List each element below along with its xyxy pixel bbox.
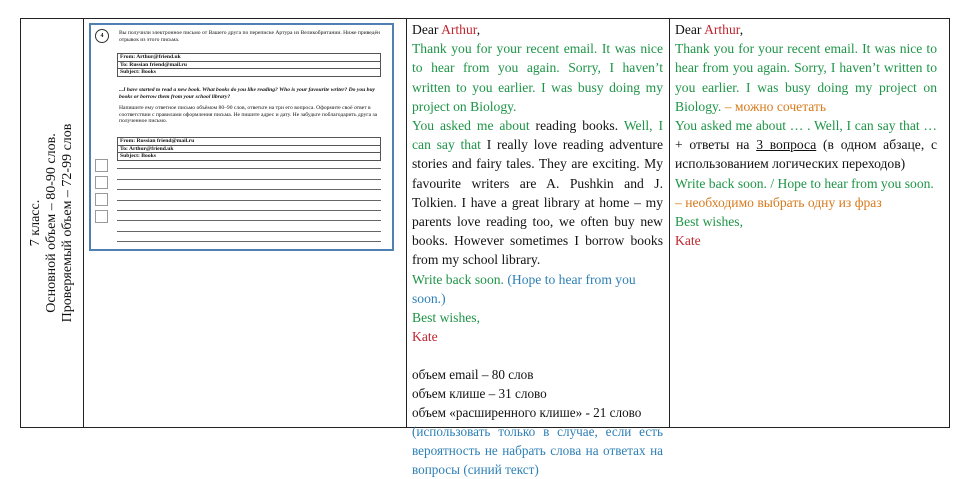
grade-cell [21,19,83,427]
checkbox [95,159,108,172]
opening-cliche: Thank you for your recent email. It was nice to hear from you again. Sorry, I haven’t written to you earlier. I was busy doing my project on Biology. [412,41,663,114]
reply-subject: Subject: Books [120,153,156,160]
column-divider [406,19,407,427]
answer-lines [117,159,381,251]
template-sign-off: Best wishes, [675,214,743,230]
three-questions: 3 вопроса [756,137,817,153]
count-email: объем email – 80 слов [412,367,534,383]
signature: Kate [412,329,438,345]
instruction-table [20,18,950,478]
reply-from: From: Russian friend@mail.ru [118,138,380,146]
checkbox [95,193,108,206]
main-volume: Основной объем – 80-90 слов. [44,133,59,313]
email-from: From: Arthur@friend.uk [118,54,380,62]
column-divider [83,19,84,427]
grade-label: 7 класс. [28,199,43,247]
template-closing: Write back soon. / Hope to hear from you soon. – необходимо выбрать одну из фраз [675,175,934,210]
email-to: To: Russian friend@mail.ru [118,62,380,70]
template-signature: Kate [675,233,701,249]
column-divider [669,19,670,427]
sign-off: Best wishes, [412,310,480,326]
template-opening: Thank you for your recent email. It was nice to hear from you again. Sorry, I haven’t written to you earlier. I was busy doing my project on Biology. – можно сочетать [675,41,937,114]
recipient-name: Arthur [441,22,477,37]
main-paragraph: You asked me about reading books. Well, I can say that I really love reading adventure stories and fairy tales. They are exciting. My favourite writers are A. Pushkin and J. Tolkien. I have a great library at home – my parents love reading too, we often buy new books. However sometimes I borrow books from my school library. [412,118,663,268]
task-number: 4 [95,29,109,43]
task-instructions: Напишите ему ответное письмо объёмом 80–90 слов, ответьте на три его вопроса. Оформите своё ответ в соответствии с правилами оформления письма. Не пишите адрес и дату. Не забудьте поблагодарить друга за полученное письмо. [119,105,378,125]
count-extended: объем «расширенного клише» - 21 слово [412,405,642,421]
template-recipient: Arthur [704,22,740,37]
reply-to: To: Arthur@friend.uk [118,146,380,154]
count-cliche: объем клише – 31 слово [412,386,547,402]
reply-email-header [117,137,381,161]
checked-volume: Проверяемый объем – 72-99 слов [60,123,75,323]
task-intro: Вы получили электронное письмо от Вашего друга по переписке Артура из Великобритании. Ниже приведён отрывок из этого письма. [119,30,381,43]
checkbox [95,176,108,189]
template-body: You asked me about … . Well, I can say that … + ответы на 3 вопроса (в одном абзаце, с использованием логических переходов) [675,118,937,172]
email-question: ...I have started to read a new book. What books do you like reading? Who is your favourite writer? Do you buy books or borrow them from your school library? [119,87,376,100]
checkbox [95,210,108,223]
sample-letter [412,20,663,479]
closing-cliche: Write back soon. (Hope to hear from you soon.) [412,271,636,306]
email-subject: Subject: Books [120,69,156,76]
exam-task-scan [89,23,394,251]
greeting: Dear Arthur, [412,22,481,37]
usage-note: (использовать только в случае, если есть вероятность не набрать слова на ответах на вопросы (синий текст) [412,424,663,478]
letter-template [675,20,937,250]
template-greeting: Dear Arthur, [675,22,744,37]
incoming-email-header [117,53,381,77]
